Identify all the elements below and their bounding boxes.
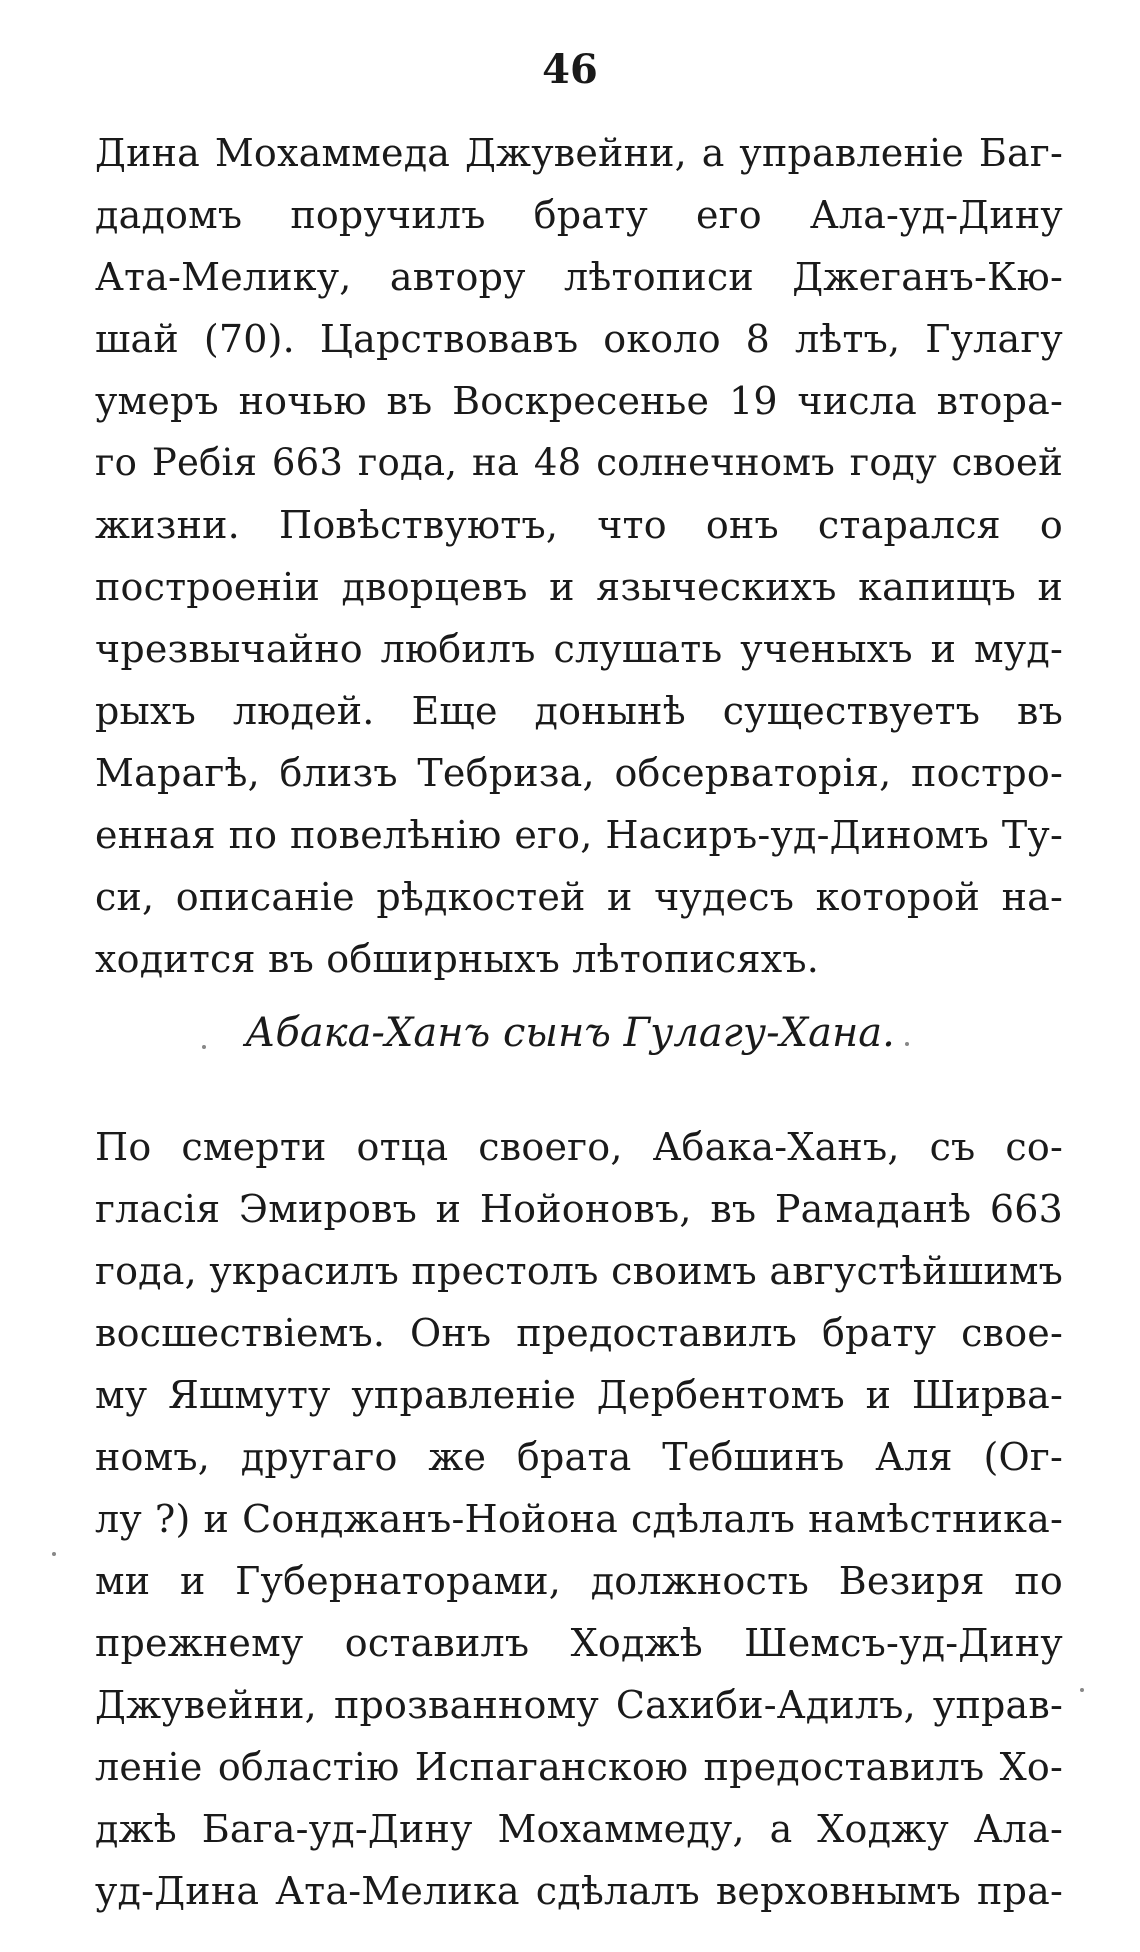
text-line: енная по повелѣнію его, Насиръ-уд-Диномъ Ту-	[95, 813, 1063, 857]
text-line: жизни. Повѣствуютъ, что онъ старался о	[95, 503, 1063, 547]
text-line: прежнему оставилъ Ходжѣ Шемсъ-уд-Дину	[95, 1621, 1063, 1665]
text-line: уд-Дина Ата-Мелика сдѣлалъ верховнымъ пра-	[95, 1869, 1063, 1913]
text-line: По смерти отца своего, Абака-Ханъ, съ со-	[95, 1125, 1063, 1169]
text-line: восшествіемъ. Онъ предоставилъ брату свое-	[95, 1311, 1063, 1355]
page-number: 46	[542, 46, 598, 93]
text-line: рыхъ людей. Еще донынѣ существуетъ въ	[95, 689, 1063, 733]
text-line: дадомъ поручилъ брату его Ала-уд-Дину	[95, 193, 1063, 237]
paragraph-abaqa-khan	[95, 1116, 1063, 1922]
text-line: гласія Эмировъ и Нойоновъ, въ Рамаданѣ 663	[95, 1187, 1063, 1231]
paragraph-hulagu-end	[95, 122, 1063, 990]
print-speck	[1080, 1688, 1084, 1692]
text-line: Марагѣ, близъ Тебриза, обсерваторія, постро-	[95, 751, 1063, 795]
text-line: лу ?) и Сонджанъ-Нойона сдѣлалъ намѣстника-	[95, 1497, 1063, 1541]
print-speck	[202, 1045, 206, 1049]
text-line: чрезвычайно любилъ слушать ученыхъ и муд-	[95, 627, 1063, 671]
section-heading: Абака-Ханъ сынъ Гулагу-Хана.	[245, 1010, 895, 1056]
text-line: построеніи дворцевъ и языческихъ капищъ и	[95, 565, 1063, 609]
print-speck	[52, 1552, 56, 1556]
text-line: леніе областію Испаганскою предоставилъ Хо-	[95, 1745, 1063, 1789]
text-line: го Ребія 663 года, на 48 солнечномъ году своей	[95, 441, 1063, 484]
text-line: ходится въ обширныхъ лѣтописяхъ.	[95, 937, 819, 981]
text-line: му Яшмуту управленіе Дербентомъ и Ширва-	[95, 1373, 1063, 1417]
print-speck	[905, 1042, 909, 1046]
text-line: номъ, другаго же брата Тебшинъ Аля (Ог-	[95, 1435, 1063, 1479]
text-line: ми и Губернаторами, должность Везиря по	[95, 1559, 1063, 1603]
text-line: шай (70). Царствовавъ около 8 лѣтъ, Гулагу	[95, 317, 1063, 361]
text-line: Джувейни, прозванному Сахиби-Адилъ, управ-	[95, 1683, 1063, 1727]
text-line: Дина Мохаммеда Джувейни, а управленіе Баг-	[95, 131, 1063, 175]
text-line: Ата-Мелику, автору лѣтописи Джеганъ-Кю-	[95, 255, 1063, 299]
text-line: джѣ Бага-уд-Дину Мохаммеду, а Ходжу Ала-	[95, 1807, 1063, 1851]
text-line: си, описаніе рѣдкостей и чудесъ которой на-	[95, 875, 1063, 919]
text-line: года, украсилъ престолъ своимъ августѣйшимъ	[95, 1249, 1063, 1293]
text-line: умеръ ночью въ Воскресенье 19 числа втора-	[95, 379, 1063, 423]
